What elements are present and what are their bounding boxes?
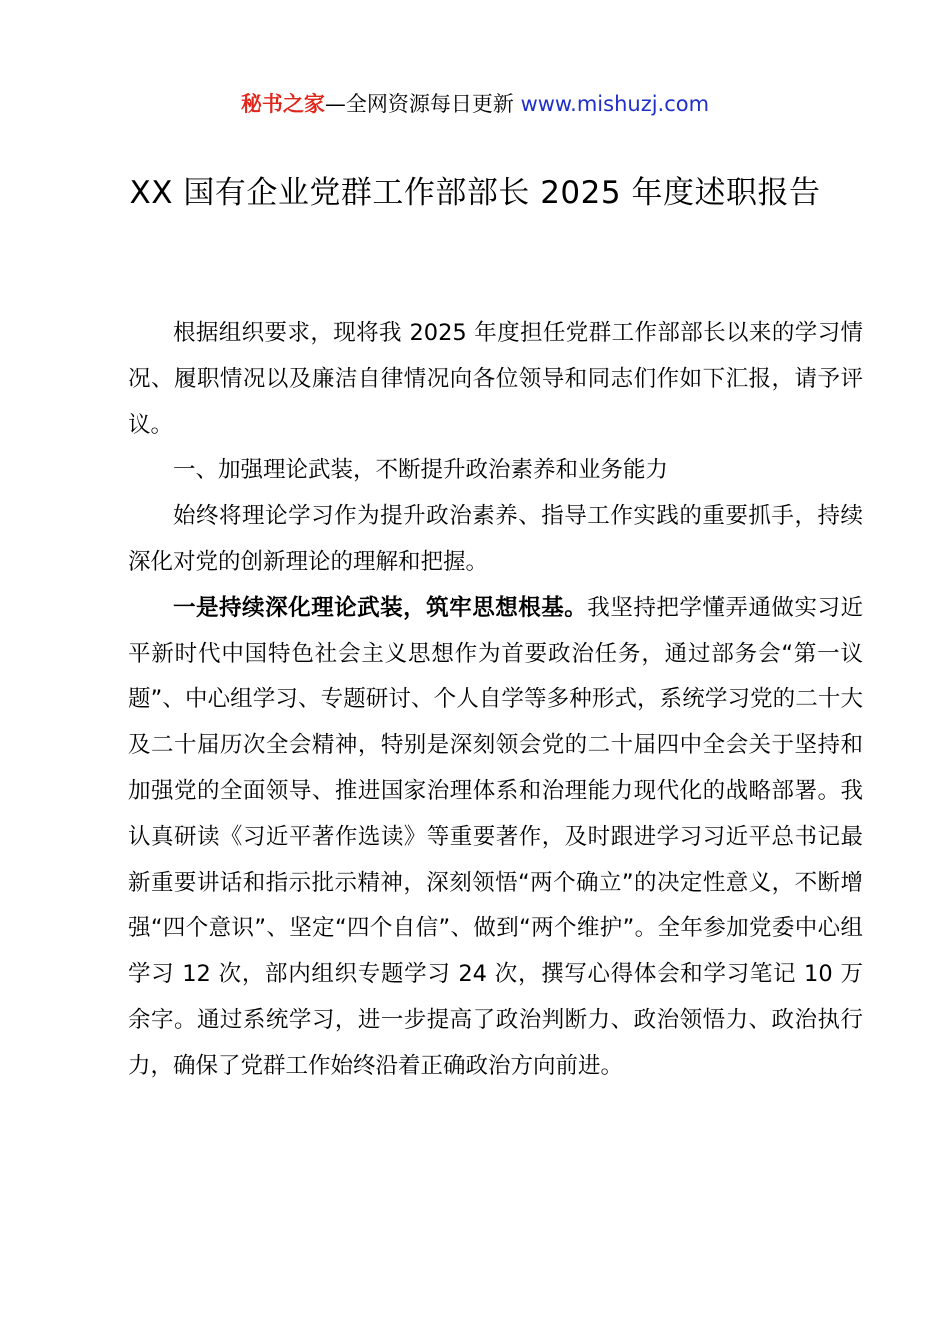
site-url-link[interactable]: www.mishuzj.com — [520, 92, 710, 116]
point-lead: 一是持续深化理论武装，筑牢思想根基。 — [173, 594, 588, 621]
brand-name: 秘书之家 — [240, 92, 325, 116]
site-tagline: —全网资源每日更新 — [324, 92, 521, 116]
document-title: XX 国有企业党群工作部部长 2025 年度述职报告 — [129, 175, 821, 211]
document-body — [128, 311, 863, 1090]
point-paragraph — [128, 586, 863, 1090]
section-intro-paragraph: 始终将理论学习作为提升政治素养、指导工作实践的重要抓手，持续深化对党的创新理论的理解和把握。 — [128, 503, 863, 575]
point-body: 我坚持把学懂弄通做实习近平新时代中国特色社会主义思想作为首要政治任务，通过部务会“第一议题”、中心组学习、专题研讨、个人自学等多种形式，系统学习党的二十大及二十届历次全会精神，特别是深刻领会党的二十届四中全会关于坚持和加强党的全面领导、推进国家治理体系和治理能力现代化的战略部署。我认真研读《习近平著作选读》等重要著作，及时跟进学习习近平总书记最新重要讲话和指示批示精神，深刻领悟“两个确立”的决定性意义，不断增强“四个意识”、坚定“四个自信”、做到“两个维护”。全年参加党委中心组学习 12 次，部内组织专题学习 24 次，撰写心得体会和学习笔记 10 万余字。通过系统学习，进一步提高了政治判断力、政治领悟力、政治执行力，确保了党群工作始终沿着正确政治方向前进。 — [128, 594, 863, 1079]
intro-paragraph: 根据组织要求，现将我 2025 年度担任党群工作部部长以来的学习情况、履职情况以及廉洁自律情况向各位领导和同志们作如下汇报，请予评议。 — [128, 320, 863, 438]
section-heading: 一、加强理论武装，不断提升政治素养和业务能力 — [173, 457, 669, 484]
site-header — [0, 88, 950, 120]
